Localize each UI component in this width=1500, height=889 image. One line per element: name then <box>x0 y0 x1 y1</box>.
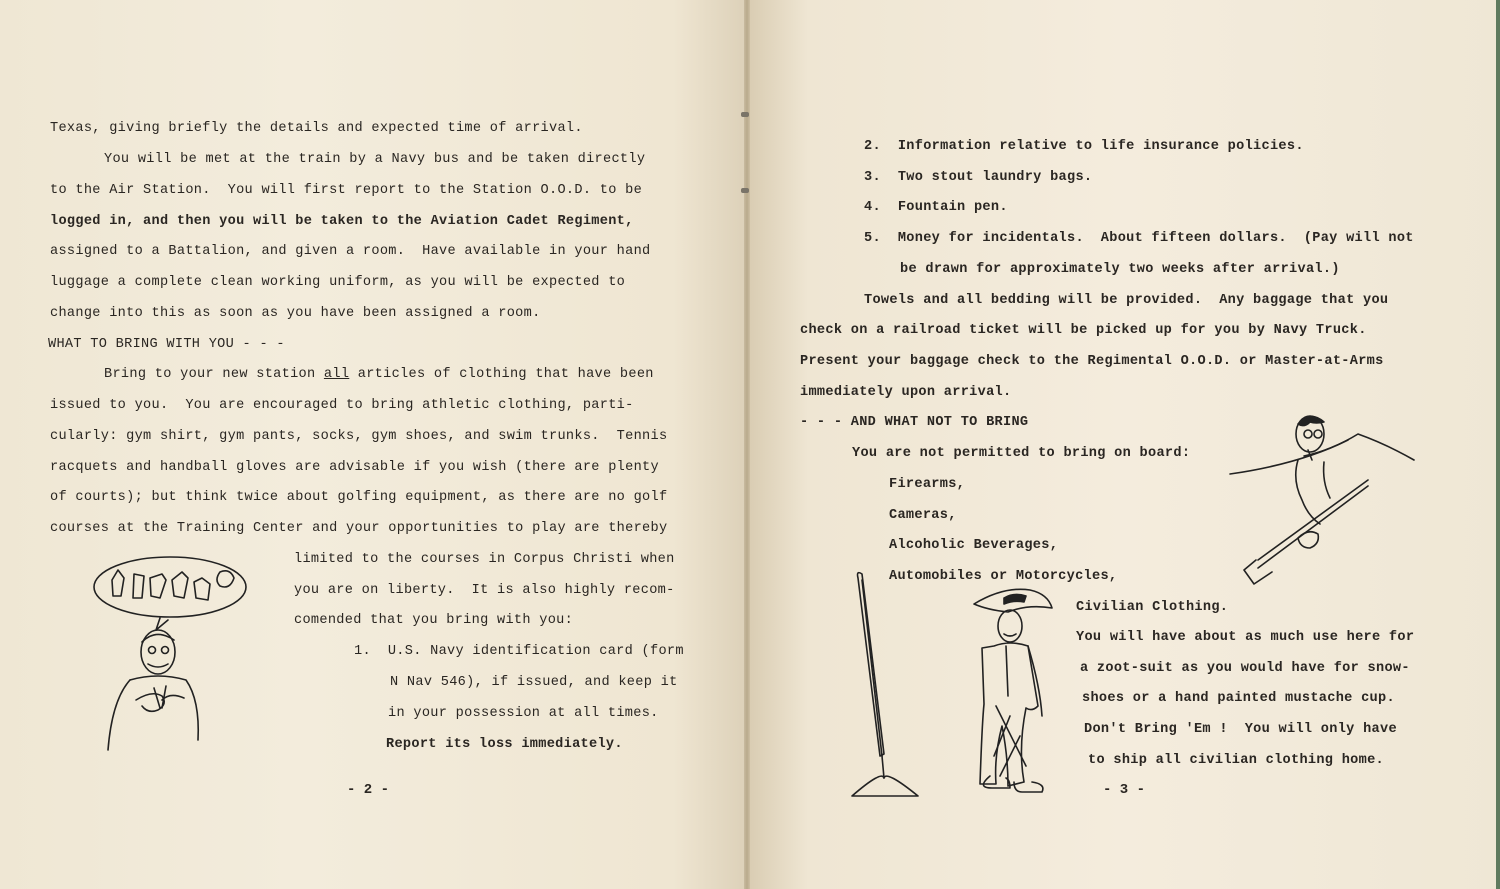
man-thinking-of-golf-bags-illustration <box>90 550 260 760</box>
left-page <box>0 0 748 889</box>
text-line: comended that you bring with you: <box>294 613 574 628</box>
list-item: 5. Money for incidentals. About fifteen dollars. (Pay will not <box>864 231 1414 246</box>
mirror-stand-illustration <box>846 570 906 800</box>
text-line: check on a railroad ticket will be picked up for you by Navy Truck. <box>800 323 1367 338</box>
list-item: 1. U.S. Navy identification card (form <box>354 644 684 659</box>
page-number: - 3 - <box>1103 782 1146 798</box>
text-line: Towels and all bedding will be provided. Any baggage that you <box>864 293 1389 308</box>
text-line: change into this as soon as you have been assigned a room. <box>50 306 541 321</box>
text-line: to ship all civilian clothing home. <box>1088 753 1385 768</box>
man-with-rifle-illustration <box>1228 410 1428 590</box>
text-fragment: articles of clothing that have been <box>349 367 654 382</box>
list-item: 2. Information relative to life insurance policies. <box>864 139 1304 154</box>
cover-edge <box>1496 0 1500 889</box>
binding-gutter <box>744 0 750 889</box>
text-line <box>104 366 654 384</box>
text-fragment: Bring to your new station <box>104 367 324 382</box>
text-line: Texas, giving briefly the details and expected time of arrival. <box>50 121 583 136</box>
list-item-continued: in your possession at all times. <box>388 706 659 721</box>
text-line: a zoot-suit as you would have for snow- <box>1080 661 1410 676</box>
prohibited-item: Cameras, <box>889 508 957 523</box>
text-line: you are on liberty. It is also highly recom- <box>294 583 675 598</box>
text-line: You will be met at the train by a Navy bus and be taken directly <box>104 152 646 167</box>
prohibited-item: Automobiles or Motorcycles, <box>889 569 1118 584</box>
staple <box>741 112 749 117</box>
list-item-continued: be drawn for approximately two weeks after arrival.) <box>900 262 1340 277</box>
prohibited-item: Firearms, <box>889 477 966 492</box>
text-line: cularly: gym shirt, gym pants, socks, gym shoes, and swim trunks. Tennis <box>50 429 668 444</box>
staple <box>741 188 749 193</box>
list-item-continued: Report its loss immediately. <box>386 737 623 752</box>
text-line: issued to you. You are encouraged to bring athletic clothing, parti- <box>50 398 634 413</box>
prohibited-item: Alcoholic Beverages, <box>889 538 1059 553</box>
text-line: racquets and handball gloves are advisable if you wish (there are plenty <box>50 460 659 475</box>
list-item-continued: N Nav 546), if issued, and keep it <box>390 675 678 690</box>
text-line: logged in, and then you will be taken to the Aviation Cadet Regiment, <box>50 214 634 229</box>
page-number: - 2 - <box>347 782 390 798</box>
text-line: luggage a complete clean working uniform, as you will be expected to <box>50 275 626 290</box>
text-line: Don't Bring 'Em ! You will only have <box>1084 722 1397 737</box>
text-line: limited to the courses in Corpus Christi when <box>294 552 675 567</box>
text-line: to the Air Station. You will first report to the Station O.O.D. to be <box>50 183 643 198</box>
text-line: immediately upon arrival. <box>800 385 1012 400</box>
text-line: assigned to a Battalion, and given a room. Have available in your hand <box>50 244 651 259</box>
prohibited-item: Civilian Clothing. <box>1076 600 1229 615</box>
section-heading: - - - AND WHAT NOT TO BRING <box>800 415 1029 430</box>
text-line: of courts); but think twice about golfing equipment, as there are no golf <box>50 490 668 505</box>
text-line: You are not permitted to bring on board: <box>852 446 1191 461</box>
list-item: 4. Fountain pen. <box>864 200 1008 215</box>
underlined-word: all <box>323 367 350 382</box>
section-heading: WHAT TO BRING WITH YOU - - - <box>48 337 285 352</box>
text-line: You will have about as much use here for <box>1076 630 1415 645</box>
list-item: 3. Two stout laundry bags. <box>864 170 1093 185</box>
text-line: shoes or a hand painted mustache cup. <box>1082 691 1395 706</box>
zoot-suit-man-illustration <box>970 586 1080 796</box>
text-line: courses at the Training Center and your opportunities to play are thereby <box>50 521 668 536</box>
right-page <box>748 0 1500 889</box>
text-line: Present your baggage check to the Regimental O.O.D. or Master-at-Arms <box>800 354 1384 369</box>
